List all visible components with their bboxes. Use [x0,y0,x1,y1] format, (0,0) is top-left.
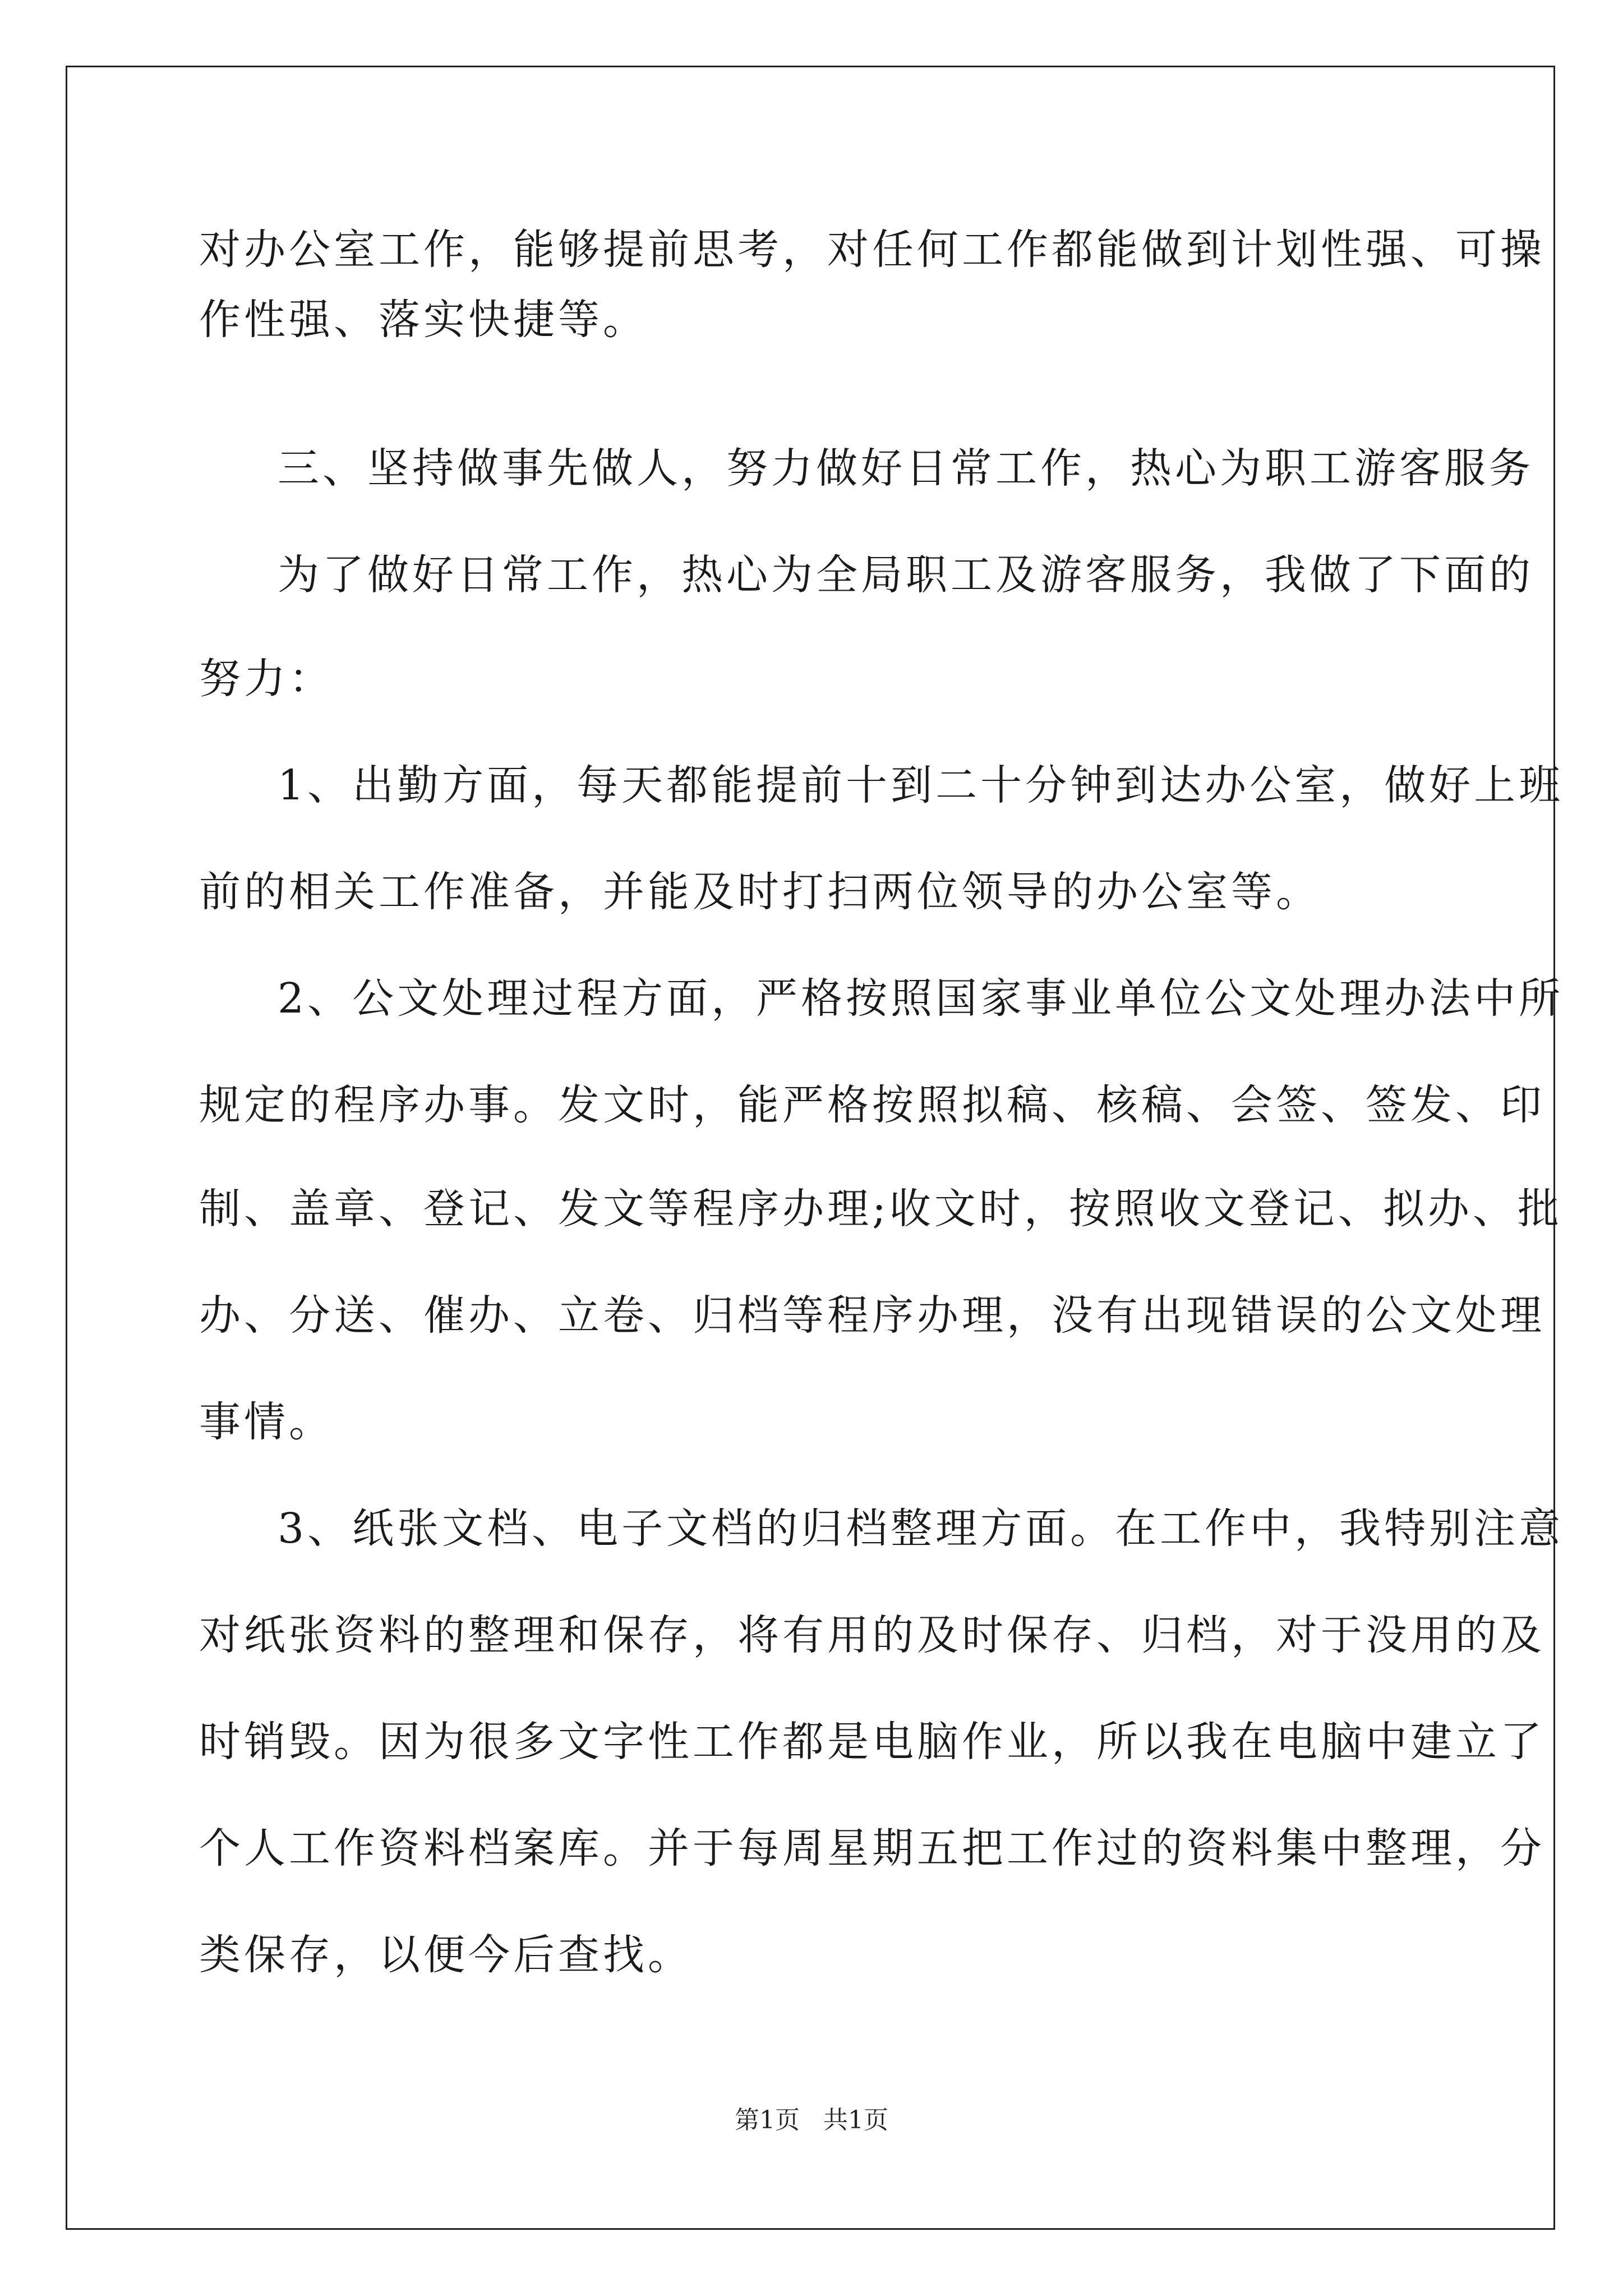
text-line: 对办公室工作，能够提前思考，对任何工作都能做到计划性强、可操 [199,226,1545,274]
text-line: 努力： [199,655,334,703]
text-line: 事情。 [199,1398,334,1446]
page-total: 共1页 [823,2106,888,2134]
text-line: 3、纸张文档、电子文档的归档整理方面。在工作中，我特别注意 [278,1504,1564,1553]
page-number: 第1页 [735,2106,800,2134]
text-line: 1、出勤方面，每天都能提前十到二十分钟到达办公室，做好上班 [278,761,1564,809]
text-line: 个人工作资料档案库。并于每周星期五把工作过的资料集中整理，分 [199,1824,1545,1872]
text-line: 作性强、落实快捷等。 [199,296,648,344]
text-line: 2、公文处理过程方面，严格按照国家事业单位公文处理办法中所 [278,974,1564,1023]
section-heading: 三、坚持做事先做人，努力做好日常工作，热心为职工游客服务 [278,444,1534,493]
page-footer [0,2104,1623,2137]
text-line: 规定的程序办事。发文时，能严格按照拟稿、核稿、会签、签发、印 [199,1081,1545,1129]
text-line: 对纸张资料的整理和保存，将有用的及时保存、归档，对于没用的及 [199,1611,1545,1659]
text-line: 前的相关工作准备，并能及时打扫两位领导的办公室等。 [199,868,1321,916]
text-line: 时销毁。因为很多文字性工作都是电脑作业，所以我在电脑中建立了 [199,1718,1545,1766]
text-line: 类保存，以便今后查找。 [199,1931,693,1979]
text-line: 为了做好日常工作，热心为全局职工及游客服务，我做了下面的 [278,551,1534,599]
text-line: 办、分送、催办、立卷、归档等程序办理，没有出现错误的公文处理 [199,1291,1545,1340]
text-line: 制、盖章、登记、发文等程序办理;收文时，按照收文登记、拟办、批 [199,1185,1562,1233]
